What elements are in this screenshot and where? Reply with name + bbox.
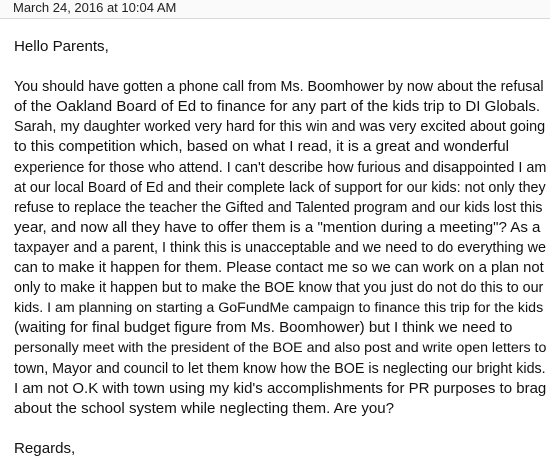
body-line: of the Oakland Board of Ed to finance for any part of the kids trip to DI Globals. bbox=[14, 98, 541, 116]
body-line: refuse to replace the teacher the Gifted and Talented program and our kids lost this bbox=[14, 199, 543, 216]
body-line: taxpayer and a parent, I think this is unacceptable and we need to do everything we bbox=[14, 239, 546, 256]
email-greeting: Hello Parents, bbox=[14, 38, 109, 55]
email-closing: Regards, bbox=[14, 439, 76, 457]
body-line: can to make it happen for them. Please contact me so we can work on a plan not bbox=[14, 260, 544, 277]
body-line: year, and now all they have to offer them is a "mention during a meeting"? As a bbox=[14, 218, 541, 236]
email-body[interactable] bbox=[14, 37, 546, 459]
body-line: about the school system while neglecting them. Are you? bbox=[14, 399, 395, 417]
body-line: to this competition which, based on what I read, it is a great and wonderful bbox=[14, 138, 510, 156]
body-line: at our local Board of Ed and their complete lack of support for our kids: not only they bbox=[14, 179, 546, 196]
body-line: town, Mayor and council to let them know how the BOE is neglecting our bright kids. bbox=[14, 360, 546, 377]
body-line: personally meet with the president of the BOE and also post and write open letters to bbox=[14, 340, 547, 357]
body-line: experience for those who attend. I can't describe how furious and disappointed I am bbox=[14, 159, 547, 176]
body-line: only to make it happen but to make the BOE know that you just do not do this to our bbox=[14, 280, 544, 297]
body-line: I am not O.K with town using my kid's accomplishments for PR purposes to brag bbox=[14, 379, 547, 397]
body-line: You should have gotten a phone call from Ms. Boomhower by now about the refusal bbox=[14, 79, 544, 96]
body-line: kids. I am planning on starting a GoFundMe campaign to finance this trip for the kids bbox=[14, 300, 544, 317]
email-header bbox=[0, 0, 550, 19]
body-line: (waiting for final budget figure from Ms. Boomhower) but I think we need to bbox=[14, 319, 513, 337]
paragraph-gap bbox=[14, 57, 546, 77]
body-line: Sarah, my daughter worked very hard for this win and was very excited about going bbox=[14, 119, 546, 136]
paragraph-gap bbox=[14, 419, 546, 439]
email-timestamp: March 24, 2016 at 10:04 AM bbox=[13, 0, 177, 15]
